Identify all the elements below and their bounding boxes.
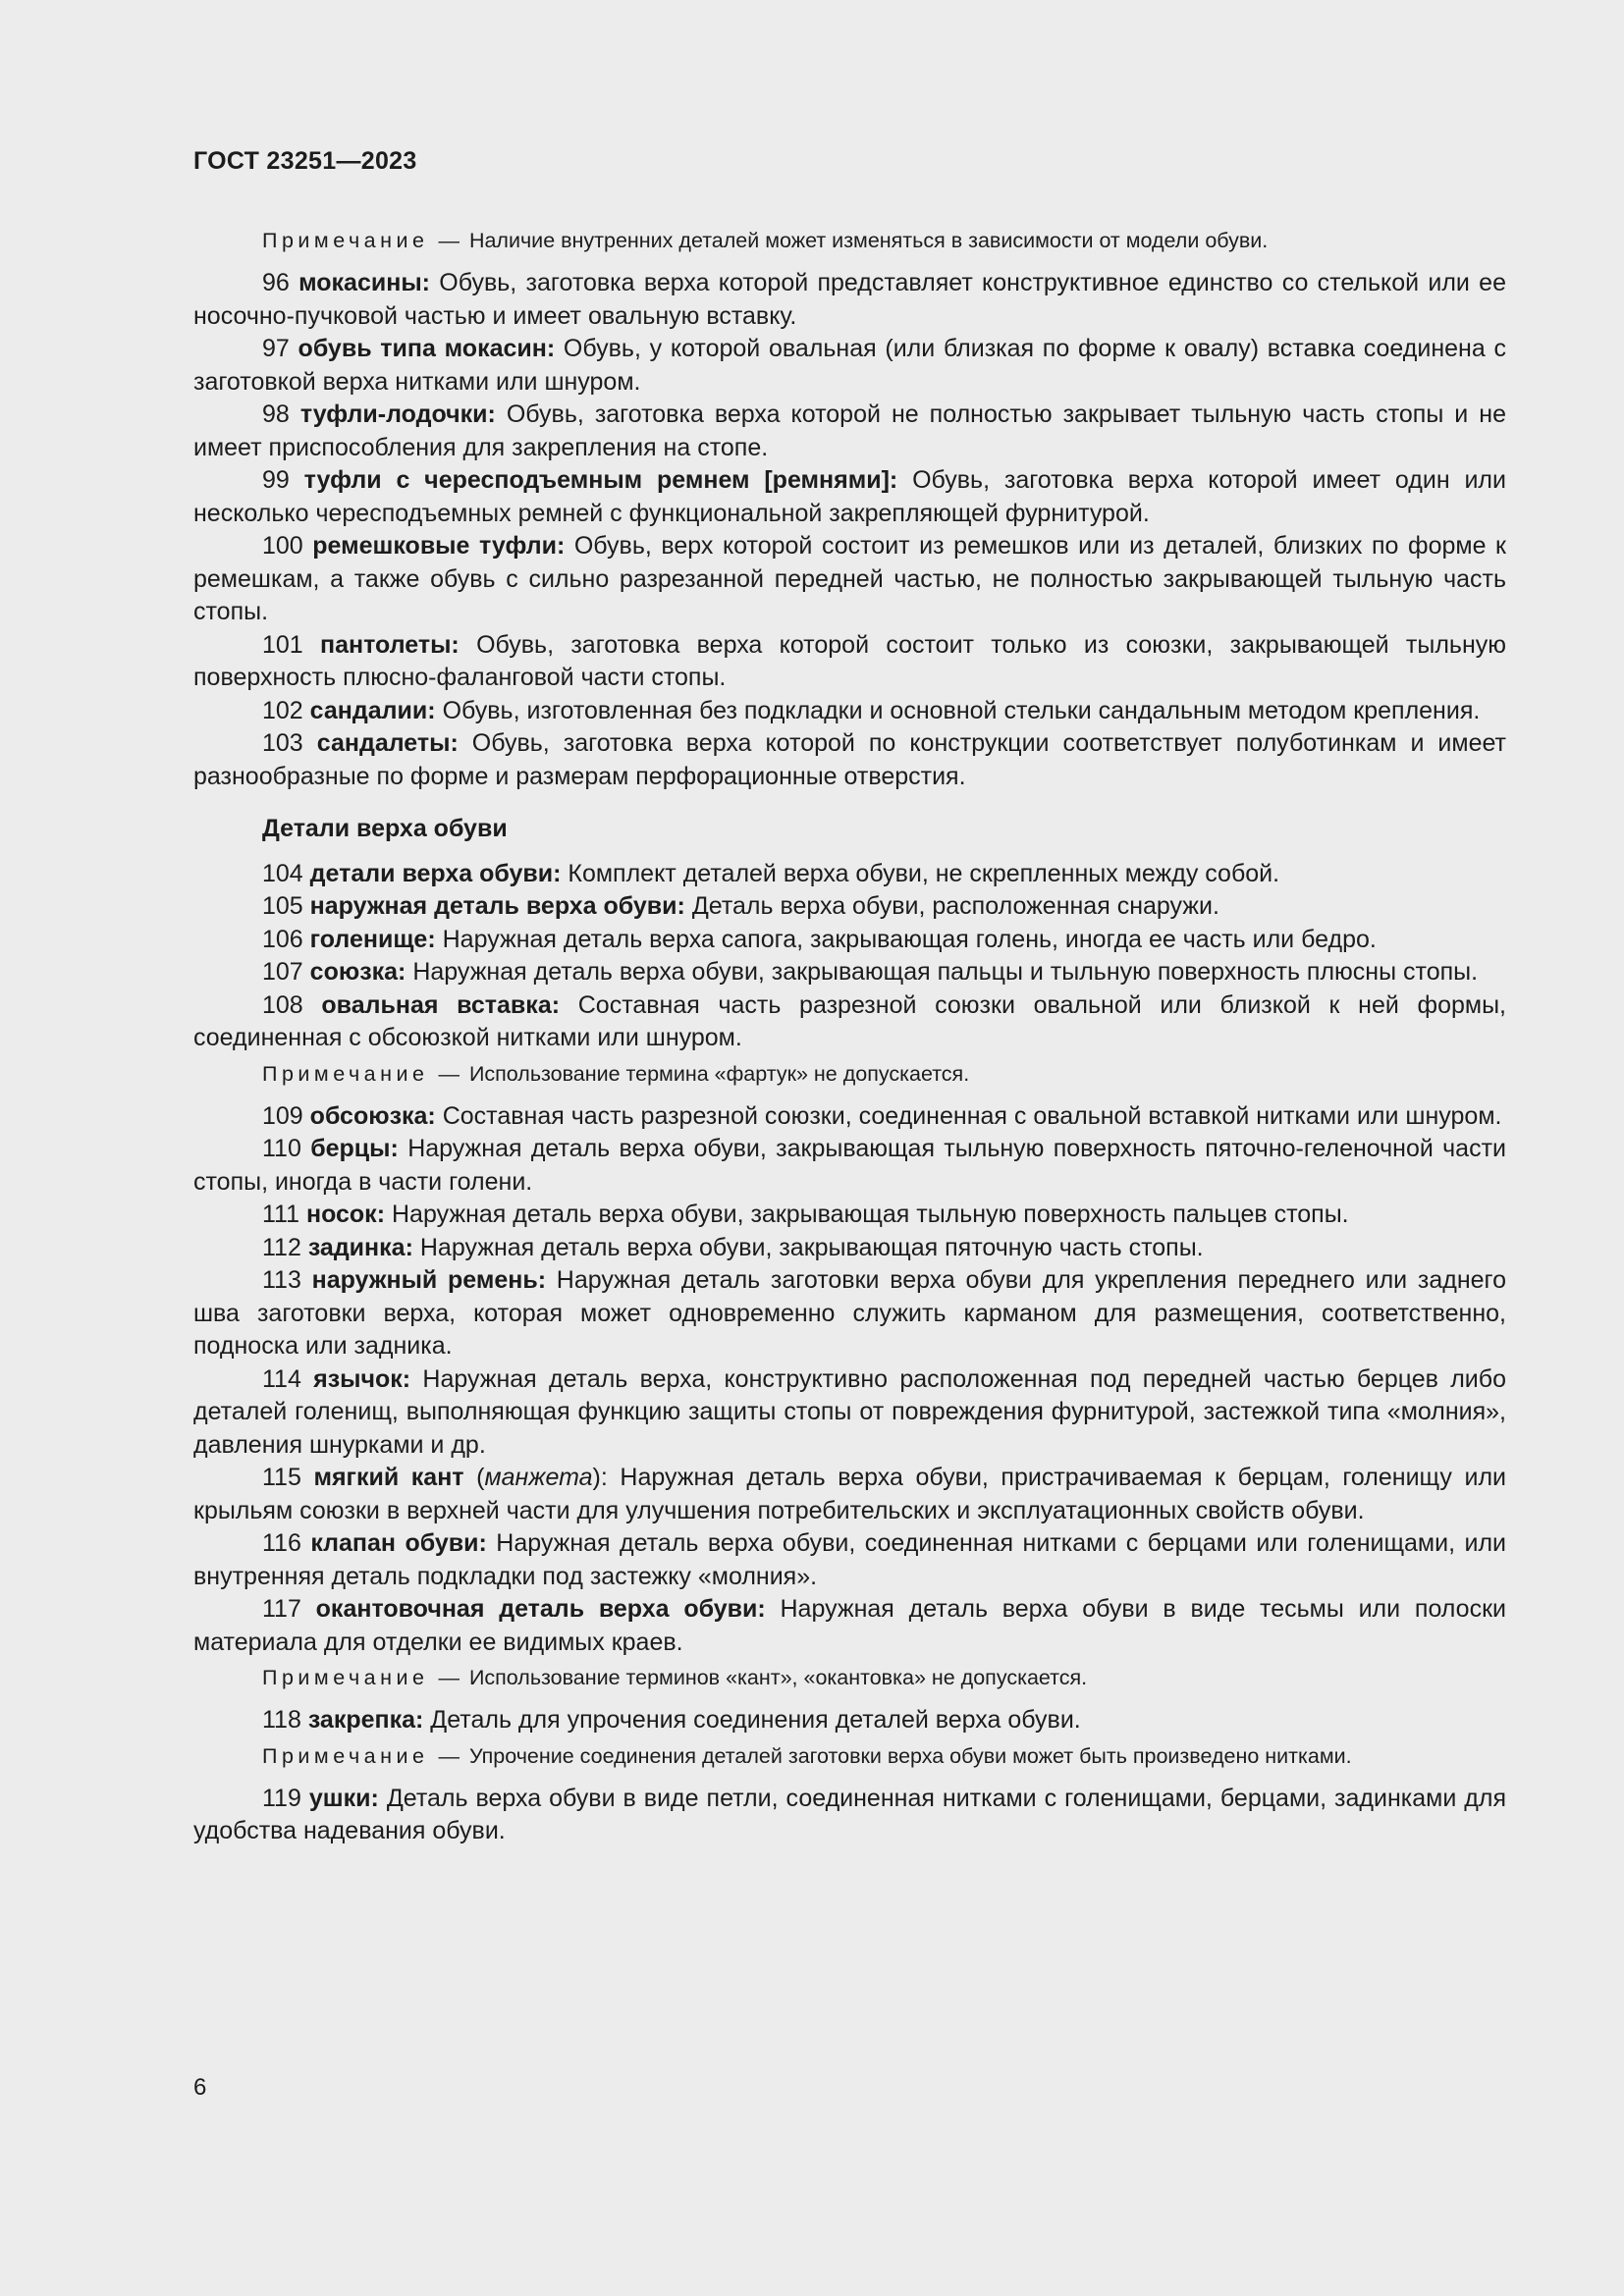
term-synonym: манжета xyxy=(484,1464,593,1491)
term-entry-118 xyxy=(193,1704,1506,1737)
term-number: 99 xyxy=(262,466,290,494)
term-entry-100 xyxy=(193,530,1506,629)
term-number: 103 xyxy=(262,729,303,757)
term-name: наружный ремень: xyxy=(311,1266,547,1294)
term-number: 96 xyxy=(262,269,290,296)
term-number: 114 xyxy=(262,1364,301,1393)
term-definition: Наружная деталь верха обуви, закрывающая пяточную часть стопы. xyxy=(419,1233,1204,1261)
document-body xyxy=(193,222,1506,1848)
document-header: ГОСТ 23251—2023 xyxy=(193,147,417,175)
note-label: Примечание xyxy=(262,1061,429,1086)
term-name: ушки: xyxy=(308,1784,379,1812)
term-definition: Наружная деталь верха, конструктивно расположенная под передней частью берцев либо деталей голенищ, выполняющая функцию защиты стопы от повреждения фурнитурой, застежкой типа «молния», давления шнурками и др. xyxy=(193,1364,1506,1459)
term-number: 101 xyxy=(262,630,303,659)
term-number: 102 xyxy=(262,696,303,724)
term-entry-113 xyxy=(193,1264,1506,1363)
note-label: Примечание xyxy=(262,1666,429,1689)
term-number: 119 xyxy=(262,1784,301,1812)
term-number: 108 xyxy=(262,990,303,1019)
term-number: 97 xyxy=(262,335,290,362)
term-entry-117 xyxy=(193,1593,1506,1659)
note-text: Упрочение соединения деталей заготовки верха обуви может быть произведено нитками. xyxy=(468,1743,1352,1768)
term-entry-106 xyxy=(193,924,1506,957)
term-definition: Обувь, заготовка верха которой не полностью закрывает тыльную часть стопы и не имеет приспособления для закрепления на стопе. xyxy=(193,400,1506,461)
term-definition: Обувь, заготовка верха которой представляет конструктивное единство со стелькой или ее носочно-пучковой частью и имеет овальную вставку. xyxy=(193,269,1506,330)
term-definition: Наружная деталь верха обуви в виде тесьмы или полоски материала для отделки ее видимых краев. xyxy=(193,1595,1506,1656)
term-entry-111 xyxy=(193,1199,1506,1232)
term-name: язычок: xyxy=(313,1364,411,1393)
term-definition: Составная часть разрезной союзки овальной или близкой к ней формы, соединенная с обсоюзкой нитками или шнуром. xyxy=(193,990,1506,1051)
page-number: 6 xyxy=(193,2074,207,2101)
term-number: 98 xyxy=(262,400,290,428)
term-name: мокасины: xyxy=(298,269,430,296)
term-number: 107 xyxy=(262,958,303,986)
term-entry-103 xyxy=(193,727,1506,793)
term-name: задинка: xyxy=(307,1233,413,1261)
term-number: 113 xyxy=(262,1266,301,1294)
term-number: 111 xyxy=(262,1201,300,1228)
term-entry-115: 115 мягкий кант (манжета): Наружная деталь верха обуви, пристрачиваемая к берцам, голенищу или крыльям союзки в верхней части для улучшения потребительских и эксплуатационных свойств обуви. xyxy=(193,1464,1507,1524)
term-number: 115 xyxy=(262,1464,301,1491)
note-dash: — xyxy=(438,229,460,252)
term-definition: Наружная деталь верха обуви, закрывающая пальцы и тыльную поверхность плюсны стопы. xyxy=(412,958,1479,986)
term-name: пантолеты: xyxy=(320,630,460,659)
section-heading: Детали верха обуви xyxy=(262,815,508,842)
note-text: Использование терминов «кант», «окантовка» не допускается. xyxy=(468,1666,1088,1689)
term-entry-107 xyxy=(193,956,1506,989)
term-entry-112 xyxy=(193,1232,1506,1265)
term-definition: Обувь, заготовка верха которой имеет один или несколько чересподъемных ремней с функциональной закрепляющей фурнитурой. xyxy=(193,466,1506,527)
note xyxy=(193,226,1506,255)
term-definition: Обувь, заготовка верха которой по конструкции соответствует полуботинкам и имеет разнообразные по форме и размерам перфорационные отверстия. xyxy=(193,729,1506,790)
note-dash: — xyxy=(438,1666,460,1689)
term-number: 118 xyxy=(262,1706,301,1734)
term-definition: Деталь для упрочения соединения деталей верха обуви. xyxy=(430,1706,1081,1734)
term-definition: Комплект деталей верха обуви, не скрепленных между собой. xyxy=(568,859,1280,887)
term-definition: Обувь, заготовка верха которой состоит только из союзки, закрывающей тыльную поверхность плюсно-фаланговой части стопы. xyxy=(193,630,1507,691)
term-number: 110 xyxy=(262,1135,301,1162)
term-definition: Наружная деталь верха обуви, закрывающая тыльную поверхность пальцев стопы. xyxy=(391,1201,1349,1228)
term-entry-96 xyxy=(193,267,1506,333)
term-definition: Составная часть разрезной союзки, соединенная с овальной вставкой нитками или шнуром. xyxy=(442,1101,1502,1130)
term-name: ремешковые туфли: xyxy=(312,532,566,560)
term-name: носок: xyxy=(305,1201,386,1228)
term-entry-116 xyxy=(193,1527,1506,1593)
term-name: туфли-лодочки: xyxy=(299,400,496,428)
term-name: берцы: xyxy=(310,1135,399,1162)
term-definition: Наружная деталь верха обуви, закрывающая тыльную поверхность пяточно-геленочной части стопы, иногда в части голени. xyxy=(193,1135,1507,1196)
term-name: сандалеты: xyxy=(316,729,459,757)
term-entry-104 xyxy=(193,858,1506,891)
term-entry-101 xyxy=(193,629,1506,695)
term-number: 109 xyxy=(262,1101,303,1130)
term-name: окантовочная деталь верха обуви: xyxy=(315,1595,766,1623)
term-number: 117 xyxy=(262,1595,301,1623)
term-entry-97 xyxy=(193,333,1506,399)
term-entry-119 xyxy=(193,1783,1506,1848)
term-definition: : Наружная деталь верха обуви, пристрачиваемая к берцам, голенищу или крыльям союзки в верхней части для улучшения потребительских и эксплуатационных свойств обуви. xyxy=(193,1464,1507,1524)
term-name: клапан обуви: xyxy=(310,1529,487,1557)
term-name: наружная деталь верха обуви: xyxy=(309,892,685,920)
term-number: 100 xyxy=(262,532,303,560)
term-name: детали верха обуви: xyxy=(309,859,562,887)
term-number: 116 xyxy=(262,1529,301,1557)
term-name: обсоюзка: xyxy=(309,1101,436,1130)
term-name: закрепка: xyxy=(307,1706,424,1734)
term-name: туфли с чересподъемным ремнем [ремнями]: xyxy=(303,466,898,494)
term-entry-108 xyxy=(193,989,1506,1055)
term-definition: Обувь, изготовленная без подкладки и основной стельки сандальным методом крепления. xyxy=(442,696,1481,724)
note xyxy=(193,1059,1506,1089)
note-text: Наличие внутренних деталей может изменяться в зависимости от модели обуви. xyxy=(468,229,1269,252)
term-entry-102 xyxy=(193,695,1506,728)
term-entry-105 xyxy=(193,890,1506,924)
term-definition: Деталь верха обуви в виде петли, соединенная нитками с голенищами, берцами, задинками для удобства надевания обуви. xyxy=(193,1784,1506,1844)
term-number: 104 xyxy=(262,859,303,887)
term-number: 106 xyxy=(262,925,303,953)
term-definition: Наружная деталь верха обуви, соединенная нитками с берцами или голенищами, или внутренняя деталь подкладки под застежку «молния». xyxy=(193,1529,1506,1590)
term-name: обувь типа мокасин: xyxy=(298,335,556,362)
note-dash: — xyxy=(438,1743,460,1768)
note-text: Использование термина «фартук» не допускается. xyxy=(468,1061,970,1086)
term-entry-98 xyxy=(193,399,1506,464)
term-number: 112 xyxy=(262,1233,301,1261)
term-definition: Деталь верха обуви, расположенная снаружи. xyxy=(691,892,1219,920)
term-definition: Обувь, верх которой состоит из ремешков или из деталей, близких по форме к ремешкам, а также обувь с сильно разрезанной передней частью, не полностью закрывающей тыльную часть стопы. xyxy=(193,532,1506,625)
term-name: овальная вставка: xyxy=(321,990,561,1019)
term-entry-109 xyxy=(193,1100,1506,1134)
term-definition: Наружная деталь заготовки верха обуви для укрепления переднего или заднего шва заготовки верха, которая может одновременно служить карманом для размещения, соответственно, подноска или задника. xyxy=(193,1266,1507,1360)
note-label: Примечание xyxy=(262,1743,429,1768)
note xyxy=(193,1663,1506,1692)
term-definition: Наружная деталь верха сапога, закрывающая голень, иногда ее часть или бедро. xyxy=(442,925,1377,953)
term-entry-110 xyxy=(193,1133,1506,1199)
note xyxy=(193,1741,1506,1771)
note-dash: — xyxy=(438,1061,460,1086)
term-entry-114 xyxy=(193,1363,1506,1463)
term-entry-99 xyxy=(193,464,1506,530)
term-name: голенище: xyxy=(309,925,436,953)
term-name: союзка: xyxy=(309,958,406,986)
term-name: сандалии: xyxy=(309,696,436,724)
note-label: Примечание xyxy=(262,229,429,252)
term-number: 105 xyxy=(262,892,303,920)
term-name: мягкий кант xyxy=(313,1464,464,1491)
term-definition: Обувь, у которой овальная (или близкая по форме к овалу) вставка соединена с заготовкой верха нитками или шнуром. xyxy=(193,335,1506,396)
